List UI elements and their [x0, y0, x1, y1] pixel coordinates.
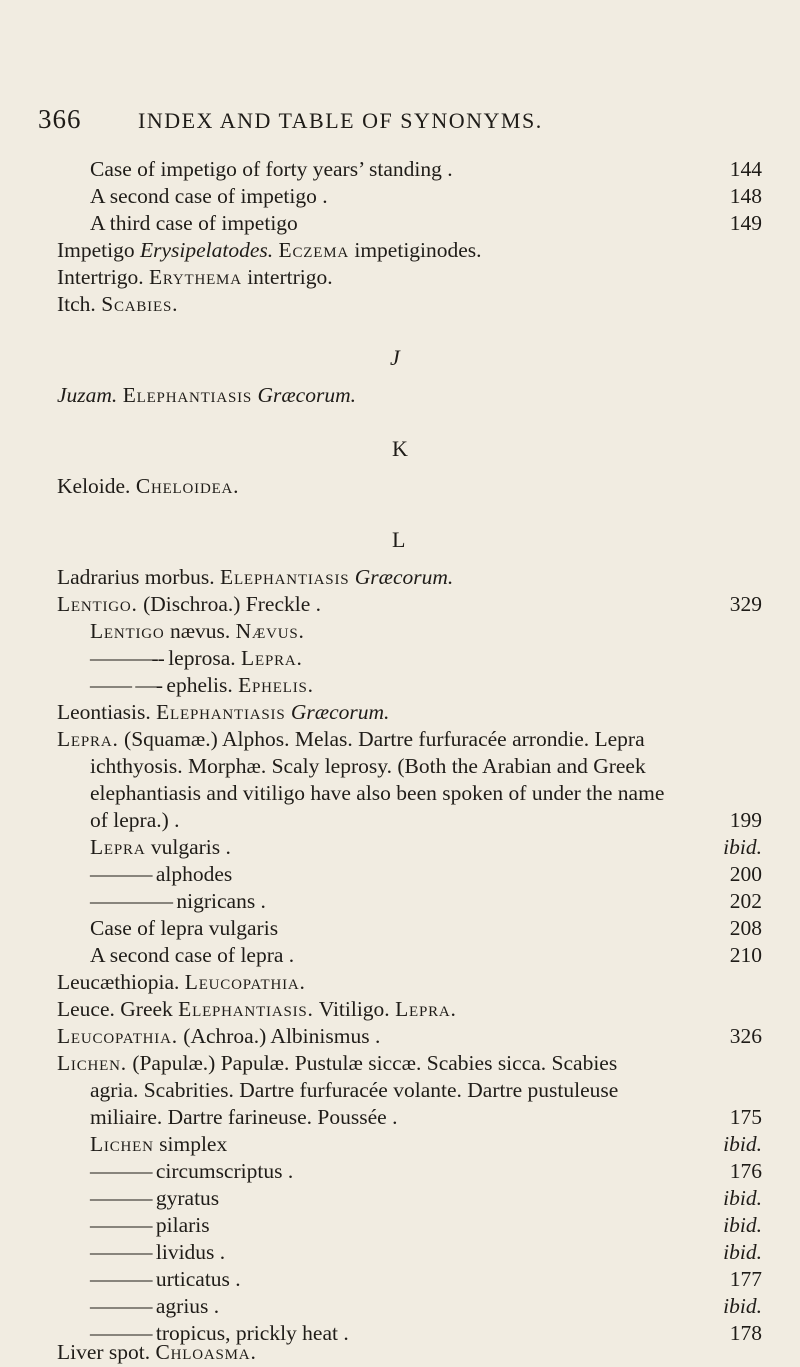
entry-text: Vitiligo. — [313, 997, 396, 1021]
index-entry — [0, 154, 800, 184]
entry-page: 329 — [729, 592, 762, 616]
index-entry — [0, 832, 800, 862]
index-entry — [0, 1183, 800, 1213]
entry-page: 326 — [729, 1024, 762, 1048]
cross-reference: Nævus. — [235, 619, 305, 643]
entry-page: 144 — [729, 157, 762, 181]
index-entry — [0, 859, 800, 889]
entry-text: intertrigo. — [241, 265, 333, 289]
entry-text: ichthyosis. Morphæ. Scaly leprosy. (Both the Arabian and Greek — [90, 754, 646, 778]
index-entry-continuation — [0, 778, 800, 808]
index-entry-continuation — [0, 751, 800, 781]
index-entry — [0, 380, 800, 410]
index-entry — [0, 724, 800, 754]
entry-text: of lepra.) . — [90, 808, 180, 832]
index-entry-continuation — [0, 1102, 800, 1132]
ditto-dash: ——— — [90, 1240, 156, 1264]
index-entry — [0, 967, 800, 997]
entry-page: ibid. — [723, 1186, 762, 1210]
cross-reference: Ephelis. — [238, 673, 314, 697]
cross-reference: Lepra. — [395, 997, 457, 1021]
entry-page: 148 — [729, 184, 762, 208]
entry-term: Keloide. — [57, 474, 136, 498]
entry-text: Græcorum. — [252, 383, 356, 407]
entry-text: Case of lepra vulgaris — [90, 916, 279, 940]
entry-heading: Lichen. — [57, 1051, 127, 1075]
index-entry — [0, 886, 800, 916]
cross-reference: Elephantiasis — [156, 700, 286, 724]
entry-term: Impetigo — [57, 238, 140, 262]
entry-heading: Lepra — [90, 835, 146, 859]
entry-page: 208 — [729, 916, 762, 940]
entry-heading: Lentigo — [90, 619, 165, 643]
index-entry — [0, 562, 800, 592]
entry-page: ibid. — [723, 835, 762, 859]
entry-text: Græcorum. — [285, 700, 390, 724]
cross-reference: Leucopathia. — [184, 970, 306, 994]
entry-term: Intertrigo. — [57, 265, 149, 289]
entry-page: ibid. — [723, 1240, 762, 1264]
page-number: 366 — [38, 104, 82, 134]
running-title: INDEX AND TABLE OF SYNONYMS. — [138, 108, 543, 133]
index-entry — [0, 289, 800, 319]
ditto-dash: ——— — [90, 1186, 156, 1210]
index-entry — [0, 1021, 800, 1051]
index-entry — [0, 1237, 800, 1267]
index-entry — [0, 1337, 800, 1367]
cross-reference: Scabies. — [101, 292, 179, 316]
entry-text: alphodes — [155, 862, 233, 886]
ditto-dash: ——— — [90, 1321, 156, 1345]
entry-page: 149 — [729, 211, 762, 235]
entry-text: nævus. — [164, 619, 236, 643]
cross-reference: Eczema — [278, 238, 349, 262]
section-letter: K — [392, 436, 408, 461]
entry-page: ibid. — [723, 1213, 762, 1237]
index-entry — [0, 994, 800, 1024]
cross-reference: Elephantiasis — [220, 565, 350, 589]
ditto-dash: ——— — [90, 1267, 156, 1291]
entry-term: Leuce. Greek — [57, 997, 179, 1021]
entry-page: ibid. — [723, 1132, 762, 1156]
cross-reference: Elephantiasis — [122, 383, 253, 407]
entry-text: nigricans . — [176, 889, 266, 913]
entry-text: (Papulæ.) Papulæ. Pustulæ siccæ. Scabies sicca. Scabies — [126, 1051, 618, 1075]
entry-term: Liver spot. — [57, 1340, 156, 1364]
index-entry — [0, 1291, 800, 1321]
index-entry — [0, 1156, 800, 1186]
entry-text: leprosa. — [168, 646, 242, 670]
entry-text: elephantiasis and vitiligo have also been spoken of under the name — [90, 781, 665, 805]
entry-page: 202 — [729, 889, 762, 913]
cross-reference: Erythema — [148, 265, 242, 289]
index-entry — [0, 235, 800, 265]
index-entry-continuation — [0, 1075, 800, 1105]
index-entry-continuation — [0, 805, 800, 835]
index-entry — [0, 670, 800, 700]
index-entry — [0, 262, 800, 292]
entry-term: Leucæthiopia. — [57, 970, 185, 994]
index-entry — [0, 940, 800, 970]
section-letter: L — [392, 527, 406, 552]
entry-text: (Squamæ.) Alphos. Melas. Dartre furfuracée arrondie. Lepra — [118, 727, 645, 751]
entry-term: Juzam. — [57, 383, 123, 407]
entry-text: circumscriptus . — [155, 1159, 294, 1183]
ditto-dash: —— —- — [90, 673, 167, 697]
entry-heading: Leucopathia. — [57, 1024, 178, 1048]
entry-text: impetiginodes. — [348, 238, 482, 262]
entry-text: simplex — [153, 1132, 228, 1156]
entry-page: 176 — [729, 1159, 762, 1183]
index-entry — [0, 1210, 800, 1240]
entry-text: A second case of lepra . — [90, 943, 295, 967]
entry-text: Case of impetigo of forty years’ standing . — [90, 157, 453, 181]
cross-reference: Chloasma. — [155, 1340, 257, 1364]
ditto-dash: ——— — [90, 862, 156, 886]
cross-reference: Elephantiasis. — [178, 997, 314, 1021]
entry-page: 178 — [729, 1321, 762, 1345]
ditto-dash: ——— — [90, 1294, 156, 1318]
index-entry — [0, 1264, 800, 1294]
entry-text: ephelis. — [166, 673, 239, 697]
entry-text: gyratus — [155, 1186, 220, 1210]
index-entry — [0, 208, 800, 238]
entry-heading: Lichen — [90, 1132, 154, 1156]
entry-page: ibid. — [723, 1294, 762, 1318]
entry-term-italic: Erysipelatodes. — [140, 238, 274, 262]
index-entry — [0, 471, 800, 501]
index-entry — [0, 697, 800, 727]
entry-page: 175 — [729, 1105, 762, 1129]
entry-heading: Lepra. — [57, 727, 119, 751]
entry-text: agria. Scabrities. Dartre furfuracée volante. Dartre pustuleuse — [90, 1078, 619, 1102]
entry-text: pilaris — [155, 1213, 210, 1237]
entry-text: agrius . — [155, 1294, 220, 1318]
ditto-dash: ———-- — [90, 646, 169, 670]
entry-term: Itch. — [57, 292, 102, 316]
index-entry — [0, 1048, 800, 1078]
index-entry — [0, 913, 800, 943]
entry-term: Leontiasis. — [57, 700, 157, 724]
index-entry — [0, 1129, 800, 1159]
ditto-dash: ——— — [90, 1159, 156, 1183]
cross-reference: Lepra. — [241, 646, 303, 670]
entry-text: miliaire. Dartre farineuse. Poussée . — [90, 1105, 398, 1129]
entry-page: 200 — [729, 862, 762, 886]
entry-page: 199 — [729, 808, 762, 832]
entry-text: tropicus, prickly heat . — [155, 1321, 349, 1345]
entry-page: 177 — [729, 1267, 762, 1291]
entry-text: A second case of impetigo . — [90, 184, 328, 208]
entry-text: urticatus . — [155, 1267, 241, 1291]
index-entry — [0, 589, 800, 619]
index-entry — [0, 181, 800, 211]
index-entry — [0, 616, 800, 646]
cross-reference: Cheloidea. — [135, 474, 240, 498]
index-entry — [0, 643, 800, 673]
entry-heading: Lentigo. — [57, 592, 138, 616]
entry-term: Ladrarius morbus. — [57, 565, 221, 589]
entry-text: (Dischroa.) Freckle . — [137, 592, 322, 616]
entry-text: Græcorum. — [349, 565, 454, 589]
entry-text: vulgaris . — [145, 835, 231, 859]
entry-page: 210 — [729, 943, 762, 967]
entry-text: lividus . — [155, 1240, 226, 1264]
ditto-dash: ———— — [90, 889, 177, 913]
entry-text: (Achroa.) Albinismus . — [177, 1024, 381, 1048]
ditto-dash: ——— — [90, 1213, 156, 1237]
entry-text: A third case of impetigo — [90, 211, 298, 235]
section-letter: J — [390, 345, 400, 370]
